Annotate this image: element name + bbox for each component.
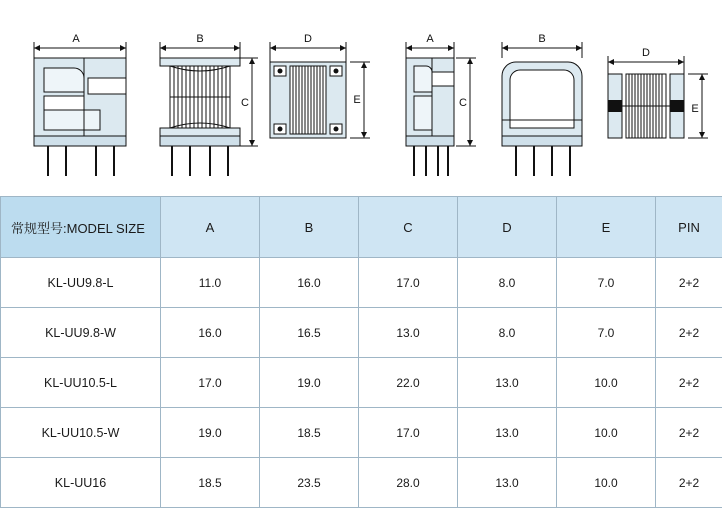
svg-text:A: A xyxy=(426,33,434,45)
cell-b: 16.5 xyxy=(260,308,359,358)
cell-d: 8.0 xyxy=(458,308,557,358)
cell-model: KL-UU10.5-W xyxy=(1,408,161,458)
svg-text:B: B xyxy=(196,33,203,45)
header-c: C xyxy=(359,197,458,258)
cell-a: 11.0 xyxy=(161,258,260,308)
cell-a: 16.0 xyxy=(161,308,260,358)
cell-d: 8.0 xyxy=(458,258,557,308)
header-pin: PIN xyxy=(656,197,722,258)
table-row xyxy=(1,258,722,308)
table-row xyxy=(1,358,722,408)
cell-pin: 2+2 xyxy=(656,358,722,408)
cell-d: 13.0 xyxy=(458,458,557,508)
cell-model: KL-UU16 xyxy=(1,458,161,508)
cell-pin: 2+2 xyxy=(656,408,722,458)
spec-table-head xyxy=(1,197,722,258)
svg-text:E: E xyxy=(353,94,360,106)
cell-d: 13.0 xyxy=(458,358,557,408)
cell-pin: 2+2 xyxy=(656,308,722,358)
cell-e: 10.0 xyxy=(557,358,656,408)
cell-model: KL-UU9.8-L xyxy=(1,258,161,308)
cell-b: 16.0 xyxy=(260,258,359,308)
svg-text:C: C xyxy=(459,97,467,109)
cell-c: 17.0 xyxy=(359,408,458,458)
cell-c: 13.0 xyxy=(359,308,458,358)
drawing-view-top-vertical xyxy=(258,0,380,196)
table-row xyxy=(1,458,722,508)
cell-pin: 2+2 xyxy=(656,258,722,308)
spec-table xyxy=(0,196,722,508)
svg-text:A: A xyxy=(72,33,80,45)
svg-text:E: E xyxy=(691,103,698,115)
header-e: E xyxy=(557,197,656,258)
table-row xyxy=(1,408,722,458)
cell-a: 18.5 xyxy=(161,458,260,508)
header-a: A xyxy=(161,197,260,258)
cell-pin: 2+2 xyxy=(656,458,722,508)
drawing-view-side-vertical xyxy=(140,0,260,196)
drawing-panel xyxy=(0,0,722,196)
spec-table-container xyxy=(0,196,722,508)
cell-e: 7.0 xyxy=(557,258,656,308)
cell-e: 7.0 xyxy=(557,308,656,358)
cell-model: KL-UU9.8-W xyxy=(1,308,161,358)
svg-text:D: D xyxy=(304,33,312,45)
header-b: B xyxy=(260,197,359,258)
svg-text:C: C xyxy=(241,97,249,109)
cell-b: 19.0 xyxy=(260,358,359,408)
table-header-row xyxy=(1,197,722,258)
cell-c: 22.0 xyxy=(359,358,458,408)
drawing-view-front-vertical xyxy=(18,0,138,196)
drawing-view-front-horizontal xyxy=(392,0,488,196)
cell-e: 10.0 xyxy=(557,458,656,508)
cell-b: 18.5 xyxy=(260,408,359,458)
drawing-view-top-horizontal xyxy=(600,0,718,196)
cell-a: 17.0 xyxy=(161,358,260,408)
table-row xyxy=(1,308,722,358)
cell-model: KL-UU10.5-L xyxy=(1,358,161,408)
svg-text:D: D xyxy=(642,47,650,59)
cell-a: 19.0 xyxy=(161,408,260,458)
cell-e: 10.0 xyxy=(557,408,656,458)
header-model-size: 常规型号:MODEL SIZE xyxy=(1,197,161,258)
cell-c: 17.0 xyxy=(359,258,458,308)
cell-c: 28.0 xyxy=(359,458,458,508)
drawing-view-side-horizontal xyxy=(490,0,600,196)
header-d: D xyxy=(458,197,557,258)
cell-b: 23.5 xyxy=(260,458,359,508)
spec-table-body xyxy=(1,258,722,508)
cell-d: 13.0 xyxy=(458,408,557,458)
svg-text:B: B xyxy=(538,33,545,45)
